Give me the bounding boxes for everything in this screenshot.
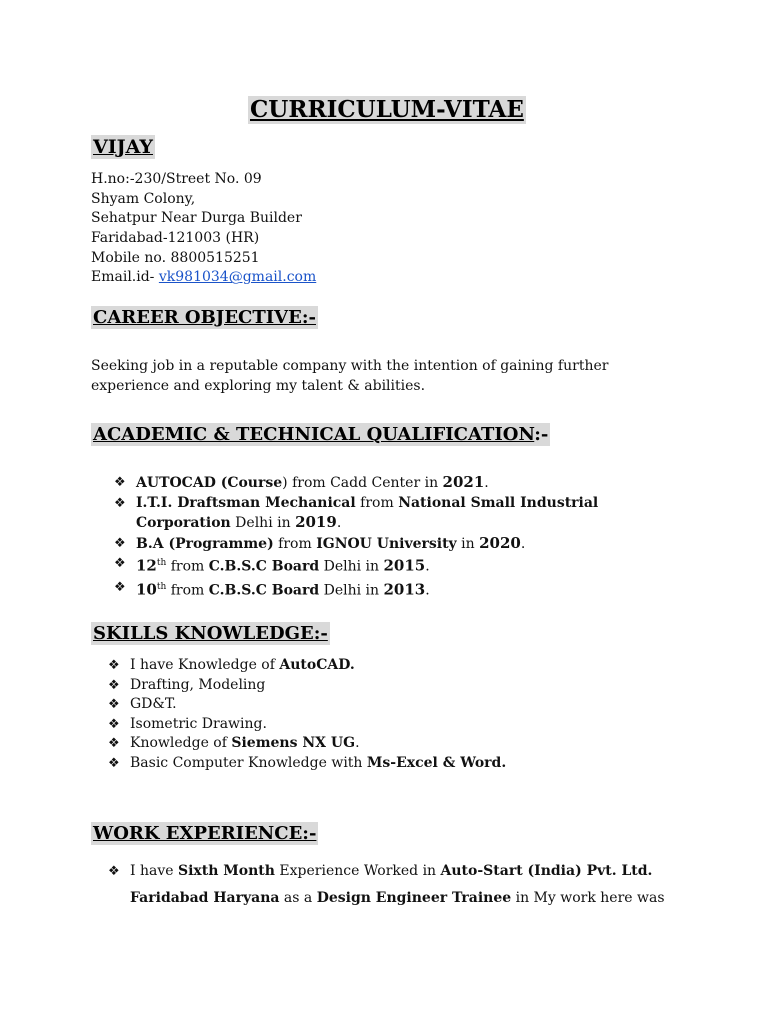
bullet-icon: ❖	[114, 579, 126, 595]
bullet-icon: ❖	[108, 697, 120, 713]
academic-heading-text: ACADEMIC & TECHNICAL QUALIFICATION	[93, 424, 535, 445]
list-item: ❖ Isometric Drawing.	[130, 715, 506, 735]
list-item: ❖ Knowledge of Siemens NX UG.	[130, 734, 506, 754]
bullet-icon: ❖	[108, 658, 120, 673]
page-title: CURRICULUM-VITAE	[250, 96, 524, 123]
email-row	[91, 268, 316, 288]
address-block	[91, 170, 316, 288]
career-line: experience and exploring my talent & abilities.	[91, 377, 426, 394]
list-item: ❖ Basic Computer Knowledge with Ms-Excel & Word.	[130, 754, 506, 774]
bullet-icon: ❖	[114, 556, 126, 572]
list-item: ❖ 12th from C.B.S.C Board Delhi in 2015.	[114, 556, 430, 576]
career-objective-heading: CAREER OBJECTIVE:-	[93, 307, 316, 328]
list-item: ❖ I have Sixth Month Experience Worked in Auto-Start (India) Pvt. Ltd. Faridabad Haryana as a Design Engineer Trainee in My work here was	[130, 858, 665, 912]
bullet-icon: ❖	[114, 495, 126, 511]
bullet-icon: ❖	[114, 535, 126, 551]
mobile-number: Mobile no. 8800515251	[91, 249, 260, 266]
address-line: Shyam Colony,	[91, 190, 196, 207]
bullet-icon: ❖	[114, 475, 126, 490]
address-line: Faridabad-121003 (HR)	[91, 230, 260, 247]
bullet-icon: ❖	[108, 755, 120, 771]
career-objective-text	[91, 357, 608, 396]
skills-heading: SKILLS KNOWLEDGE:-	[93, 623, 328, 644]
work-experience-heading: WORK EXPERIENCE:-	[93, 823, 317, 844]
list-item: ❖ I.T.I. Draftsman Mechanical from National Small Industrial Corporation Delhi in 2019.	[114, 494, 599, 532]
bullet-icon: ❖	[108, 736, 120, 752]
address-line: Sehatpur Near Durga Builder	[91, 210, 302, 227]
email-link[interactable]: vk981034@gmail.com	[158, 269, 317, 286]
academic-list	[114, 473, 599, 601]
list-item: ❖ GD&T.	[130, 695, 506, 715]
bullet-icon: ❖	[108, 716, 120, 732]
list-item: ❖ 10th from C.B.S.C Board Delhi in 2013.	[114, 579, 430, 599]
bullet-icon: ❖	[108, 864, 120, 879]
work-list	[108, 858, 665, 912]
list-item: ❖ B.A (Programme) from IGNOU University in 2020.	[114, 533, 526, 552]
candidate-name: VIJAY	[93, 136, 153, 158]
list-item: ❖ AUTOCAD (Course) from Cadd Center in 2021.	[114, 473, 489, 491]
academic-heading-suffix: :-	[534, 424, 549, 445]
email-label: Email.id-	[91, 269, 159, 286]
academic-heading	[91, 423, 550, 446]
list-item: ❖ I have Knowledge of AutoCAD.	[130, 656, 506, 676]
list-item: ❖ Drafting, Modeling	[130, 676, 506, 696]
skills-list	[108, 656, 507, 774]
bullet-icon: ❖	[108, 677, 120, 693]
career-line: Seeking job in a reputable company with the intention of gaining further	[91, 358, 609, 374]
address-line: H.no:-230/Street No. 09	[91, 171, 262, 187]
